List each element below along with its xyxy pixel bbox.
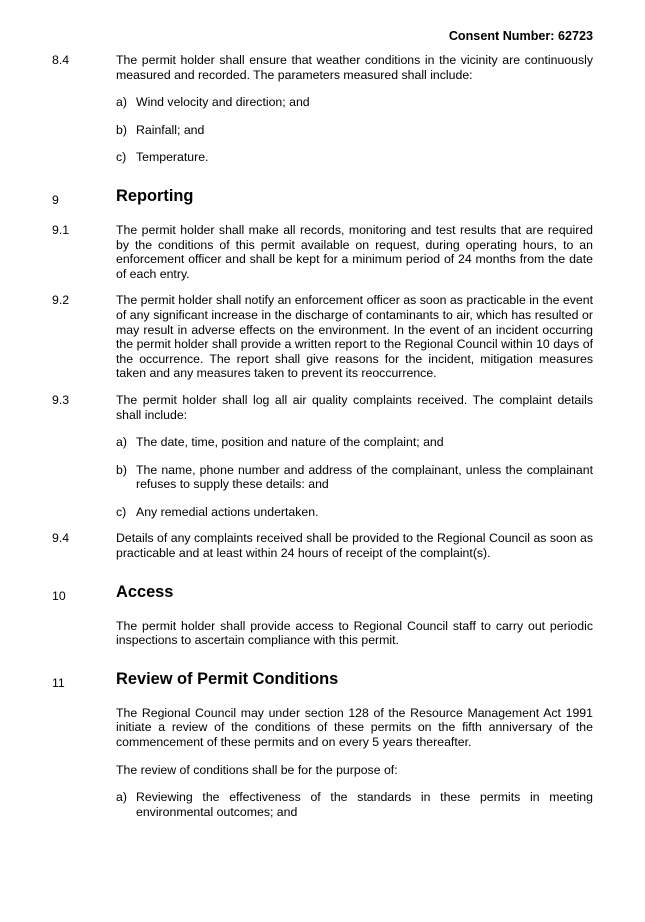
- section-heading-review: [0, 669, 645, 692]
- section-heading-reporting: [0, 186, 645, 209]
- clause-number: 9.1: [52, 222, 70, 237]
- review-paragraph-2: The review of conditions shall be for the purpose of:: [116, 762, 398, 777]
- list-text: The name, phone number and address of the complainant, unless the complainant refuses to supply these details: and: [136, 462, 593, 492]
- clause-9-4: [0, 531, 645, 560]
- list-item: [116, 463, 593, 492]
- section-number: 9: [52, 192, 59, 207]
- section-title: Reporting: [116, 186, 194, 205]
- clause-text: The permit holder shall make all records, monitoring and test results that are required by the conditions of this permit available on request, during operating hours, to an enforcement officer and shall be kept for a minimum period of 24 months from the date of each entry.: [116, 222, 593, 281]
- list-item: [116, 150, 593, 165]
- access-paragraph: The permit holder shall provide access to Regional Council staff to carry out periodic inspections to ascertain compliance with this permit.: [116, 618, 593, 648]
- list-text: Wind velocity and direction; and: [136, 95, 310, 110]
- document-body: [0, 53, 645, 819]
- list-letter: a): [116, 435, 127, 450]
- clause-text: Details of any complaints received shall be provided to the Regional Council as soon as practicable and at least within 24 hours of receipt of the complaint(s).: [116, 531, 593, 561]
- clause-number: 9.2: [52, 293, 70, 308]
- list-letter: a): [116, 95, 127, 110]
- section-number: 10: [52, 588, 66, 603]
- clause-8-4: [0, 53, 645, 165]
- clause-text: The permit holder shall ensure that weather conditions in the vicinity are continuously measured and recorded. The parameters measured shall include:: [116, 53, 593, 82]
- clause-number: 9.4: [52, 531, 70, 546]
- clause-text: The permit holder shall notify an enforcement officer as soon as practicable in the event of any significant increase in the discharge of contaminants to air, which has resulted or may result in adverse effects on the environment. In the event of an incident occurring the permit holder shall provide a written report to the Regional Council within 10 days of the occurrence. The report shall give reasons for the incident, mitigation measures taken and any measures taken to prevent its reoccurrence.: [116, 293, 593, 381]
- list-text: Reviewing the effectiveness of the standards in these permits in meeting environmental outcomes; and: [136, 790, 593, 819]
- section-title: Access: [116, 582, 174, 601]
- list-item: [116, 790, 593, 819]
- clause-text: The permit holder shall log all air quality complaints received. The complaint details shall include:: [116, 392, 593, 422]
- list-letter: c): [116, 504, 127, 519]
- list-text: Rainfall; and: [136, 122, 205, 137]
- list-letter: b): [116, 122, 127, 137]
- list-text: The date, time, position and nature of the complaint; and: [136, 435, 444, 450]
- clause-9-2: [0, 293, 645, 381]
- list-text: Any remedial actions undertaken.: [136, 504, 319, 519]
- consent-number: Consent Number: 62723: [448, 29, 593, 43]
- list-item: [116, 123, 593, 138]
- list-item: [116, 505, 593, 520]
- section-title: Review of Permit Conditions: [116, 669, 339, 688]
- review-paragraph-1: The Regional Council may under section 128 of the Resource Management Act 1991 initiate a review of the conditions of these permits on the fifth anniversary of the commencement of these permits and on every 5 years thereafter.: [116, 705, 593, 750]
- clause-9-3: [0, 393, 645, 520]
- list-item: [116, 435, 593, 450]
- list-letter: a): [116, 790, 127, 805]
- list-letter: b): [116, 462, 127, 477]
- list-letter: c): [116, 150, 127, 165]
- section-number: 11: [52, 675, 65, 690]
- list-text: Temperature.: [136, 150, 209, 165]
- clause-number: 9.3: [52, 392, 70, 407]
- clause-number: 8.4: [52, 53, 70, 67]
- clause-9-1: [0, 223, 645, 281]
- section-heading-access: [0, 582, 645, 605]
- list-item: [116, 95, 593, 110]
